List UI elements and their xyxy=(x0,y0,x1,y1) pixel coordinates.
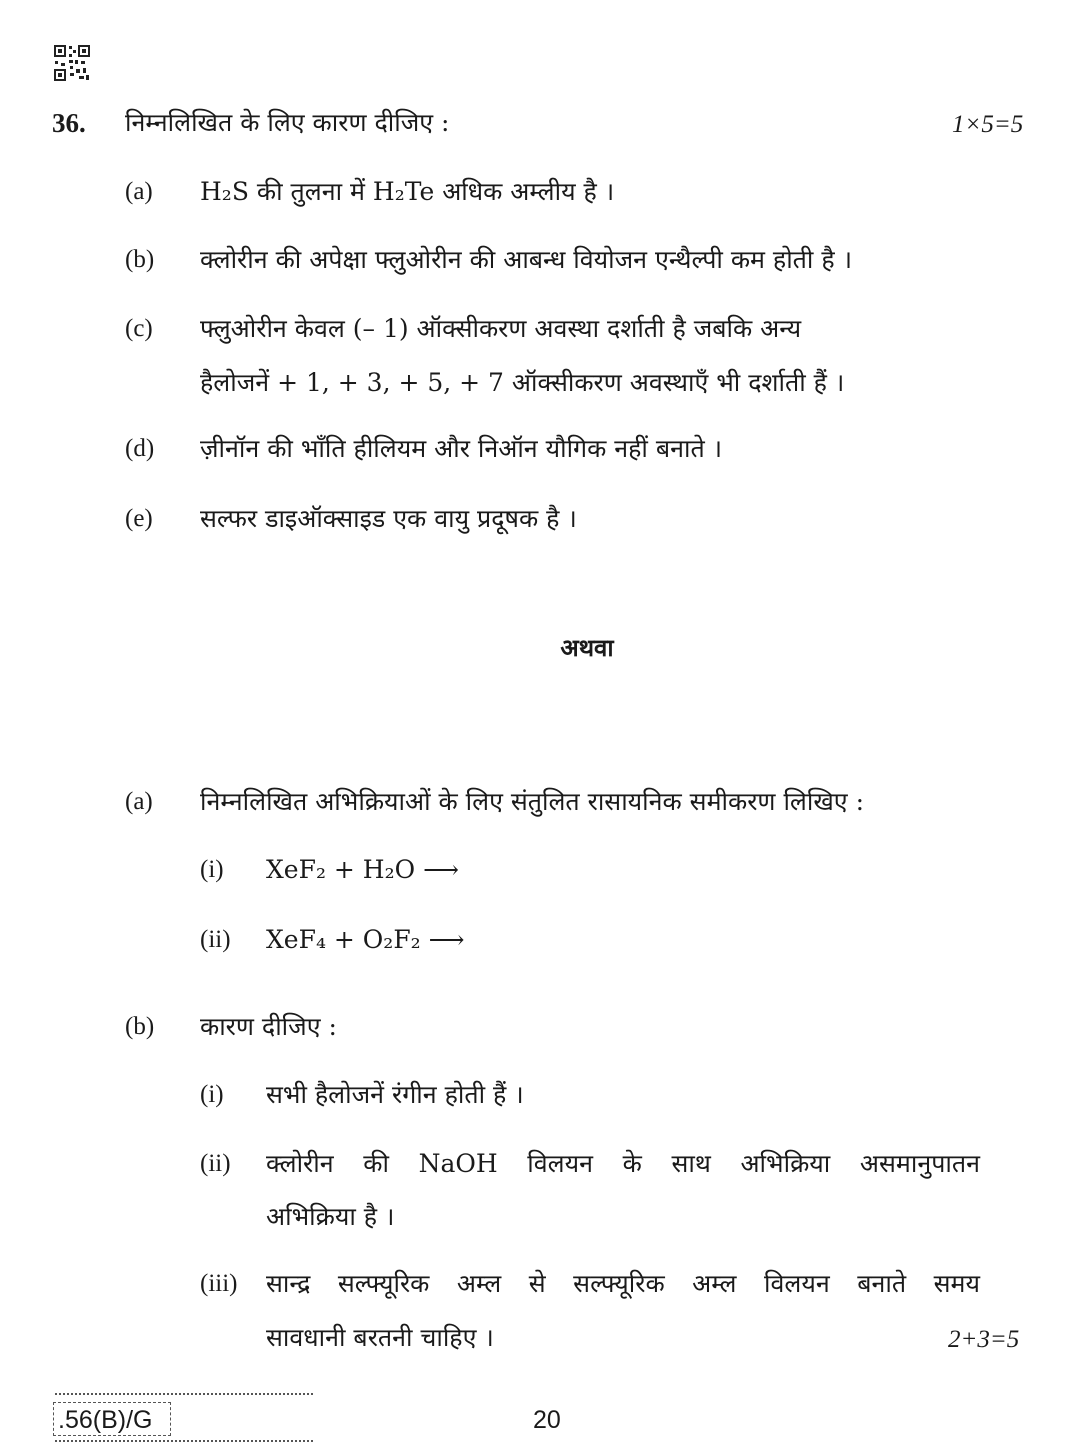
page-number: 20 xyxy=(533,1406,561,1434)
part-text: सल्फर डाइऑक्साइड एक वायु प्रदूषक है । xyxy=(200,504,577,533)
part-text: H₂S की तुलना में H₂Te अधिक अम्लीय है । xyxy=(200,177,615,206)
part-text: फ्लुओरीन केवल (– 1) ऑक्सीकरण अवस्था दर्शाती है जबकि अन्य xyxy=(200,314,802,343)
sub-item-label: (iii) xyxy=(200,1270,238,1297)
sub-item-label: (ii) xyxy=(200,926,231,953)
alt-part-prompt: कारण दीजिए : xyxy=(200,1012,337,1041)
sub-item-label: (ii) xyxy=(200,1150,231,1177)
qr-code-icon xyxy=(53,44,91,82)
part-label: (c) xyxy=(125,315,153,342)
question-number: 36. xyxy=(52,108,86,138)
alt-part-label: (a) xyxy=(125,788,153,815)
equation: XeF₄ + O₂F₂ ⟶ xyxy=(266,925,465,954)
alt-part-prompt: निम्नलिखित अभिक्रियाओं के लिए संतुलित रासायनिक समीकरण लिखिए : xyxy=(200,787,864,816)
part-label: (d) xyxy=(125,435,155,462)
sub-item-text-continued: अभिक्रिया है । xyxy=(266,1202,395,1231)
question-prompt: निम्नलिखित के लिए कारण दीजिए : xyxy=(125,108,450,137)
sub-item-text-continued: सावधानी बरतनी चाहिए । xyxy=(266,1323,494,1352)
equation: XeF₂ + H₂O ⟶ xyxy=(266,855,459,884)
footer-divider-top xyxy=(55,1393,313,1395)
part-label: (a) xyxy=(125,178,153,205)
part-label: (e) xyxy=(125,505,153,532)
paper-code: .56(B)/G xyxy=(53,1402,171,1436)
part-text: क्लोरीन की अपेक्षा फ्लुओरीन की आबन्ध वियोजन एन्थैल्पी कम होती है । xyxy=(200,245,853,274)
footer-divider-bottom xyxy=(55,1440,313,1442)
alt-part-label: (b) xyxy=(125,1013,155,1040)
sub-item-text: सभी हैलोजनें रंगीन होती हैं । xyxy=(266,1080,524,1109)
question-marks: 1×5=5 xyxy=(952,111,1024,138)
sub-item-text: क्लोरीन की NaOH विलयन के साथ अभिक्रिया असमानुपातन xyxy=(266,1149,980,1178)
sub-item-text: सान्द्र सल्फ्यूरिक अम्ल से सल्फ्यूरिक अम्ल विलयन बनाते समय xyxy=(266,1269,980,1298)
sub-item-label: (i) xyxy=(200,1081,224,1108)
or-heading: अथवा xyxy=(560,633,614,662)
part-text-continued: हैलोजनें + 1, + 3, + 5, + 7 ऑक्सीकरण अवस्थाएँ भी दर्शाती हैं । xyxy=(200,368,845,397)
part-label: (b) xyxy=(125,246,155,273)
alternative-marks: 2+3=5 xyxy=(948,1326,1020,1353)
sub-item-label: (i) xyxy=(200,856,224,883)
part-text: ज़ीनॉन की भाँति हीलियम और निऑन यौगिक नहीं बनाते । xyxy=(200,434,723,463)
